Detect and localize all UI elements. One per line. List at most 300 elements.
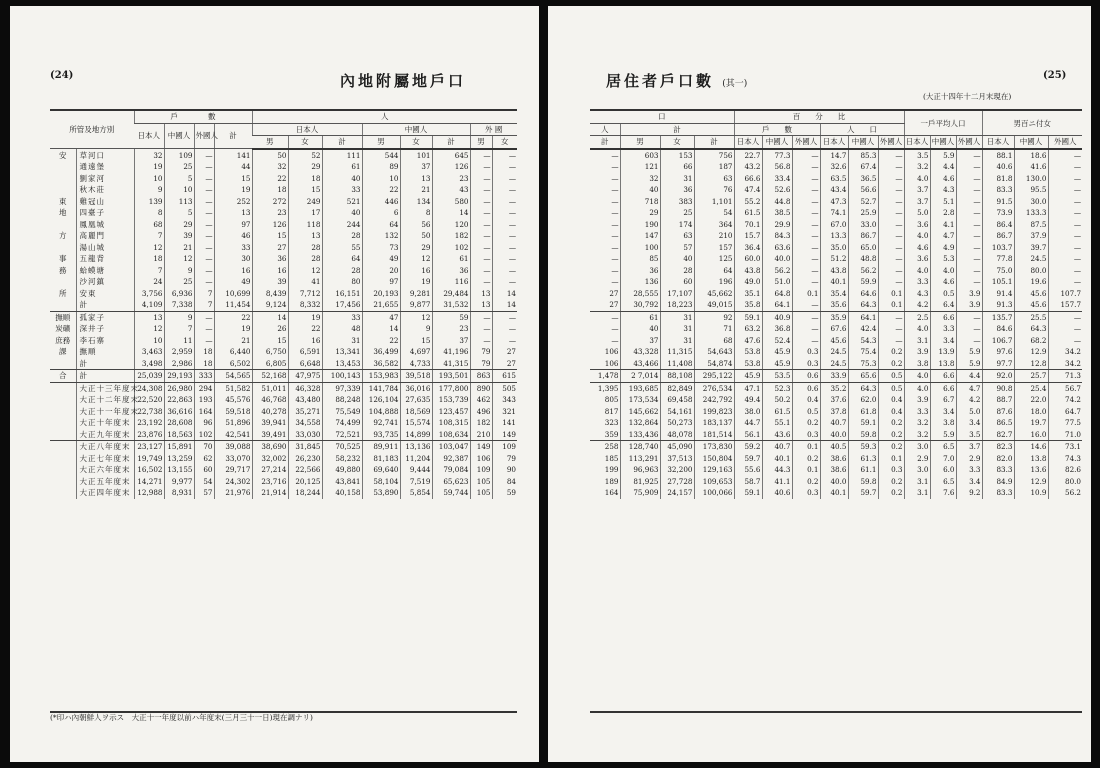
- table-cell: 13,453: [322, 358, 362, 370]
- table-cell: 13: [134, 311, 164, 323]
- table-cell: 13: [288, 230, 322, 242]
- table-cell: 0.1: [878, 288, 904, 300]
- table-cell: —: [878, 184, 904, 196]
- table-cell: 61.1: [848, 464, 878, 476]
- table-cell: —: [492, 149, 517, 162]
- table-cell: 88.1: [982, 149, 1014, 162]
- table-cell: 22: [362, 335, 400, 347]
- table-cell: 40.7: [820, 417, 848, 429]
- table-cell: 21: [400, 184, 432, 196]
- table-cell: 36,499: [362, 346, 400, 358]
- table-cell: 86.7: [848, 230, 878, 242]
- table-cell: 187: [694, 161, 734, 173]
- table-row: [50, 311, 517, 323]
- r-pp-cn: 中國人: [848, 136, 878, 149]
- table-cell: —: [792, 196, 820, 208]
- right-data-table: [590, 111, 1082, 499]
- table-cell: 59.8: [848, 476, 878, 488]
- table-cell: 71.3: [1048, 370, 1082, 383]
- table-cell: 75.3: [848, 358, 878, 370]
- table-cell: 3.4: [930, 335, 956, 347]
- households-header: 戶 數: [134, 111, 252, 123]
- r-ratio-fr: 外國人: [1048, 136, 1082, 149]
- table-cell: —: [492, 161, 517, 173]
- table-cell: 615: [492, 370, 517, 383]
- table-cell: 32: [134, 149, 164, 162]
- table-cell: 177,800: [432, 382, 470, 394]
- table-cell: 82.3: [982, 441, 1014, 453]
- district-name: 大正十年度末: [76, 417, 134, 429]
- table-cell: —: [792, 265, 820, 277]
- table-cell: 24,157: [660, 487, 694, 499]
- table-cell: —: [1048, 173, 1082, 185]
- office-label: [50, 161, 76, 173]
- table-cell: 0.2: [878, 417, 904, 429]
- table-cell: —: [1048, 242, 1082, 254]
- table-cell: 7.6: [930, 487, 956, 499]
- table-cell: —: [878, 265, 904, 277]
- table-cell: 113: [164, 196, 194, 208]
- table-cell: 14: [492, 288, 517, 300]
- table-cell: 863: [470, 370, 492, 383]
- district-name: 大正八年度末: [76, 441, 134, 453]
- table-cell: 132: [362, 230, 400, 242]
- table-cell: 73.1: [1048, 441, 1082, 453]
- table-cell: —: [878, 276, 904, 288]
- table-cell: 74.2: [1048, 394, 1082, 406]
- table-cell: 109,653: [694, 476, 734, 488]
- table-cell: 249: [288, 196, 322, 208]
- table-cell: 3.7: [956, 441, 982, 453]
- table-cell: 6.4: [930, 299, 956, 311]
- table-cell: 2.9: [904, 453, 930, 465]
- table-cell: 4,109: [134, 299, 164, 311]
- table-cell: 9,977: [164, 476, 194, 488]
- table-cell: 45,662: [694, 288, 734, 300]
- district-name: 大正七年度末: [76, 453, 134, 465]
- table-cell: 6,648: [288, 358, 322, 370]
- table-cell: —: [492, 184, 517, 196]
- table-cell: 3.9: [956, 288, 982, 300]
- table-cell: 3.4: [930, 406, 956, 418]
- table-cell: 32,002: [252, 453, 288, 465]
- table-cell: 12: [400, 311, 432, 323]
- table-cell: 50: [400, 230, 432, 242]
- table-cell: 25.9: [848, 207, 878, 219]
- table-cell: 100,143: [322, 370, 362, 383]
- table-cell: 199,823: [694, 406, 734, 418]
- table-cell: —: [878, 242, 904, 254]
- table-cell: —: [1048, 276, 1082, 288]
- district-header: 所管及地方別: [50, 111, 134, 149]
- table-cell: 56: [400, 219, 432, 231]
- table-cell: 34.2: [1048, 346, 1082, 358]
- table-cell: 145,662: [620, 406, 660, 418]
- table-cell: 85.3: [848, 149, 878, 162]
- table-cell: 113,291: [620, 453, 660, 465]
- table-row: [50, 276, 517, 288]
- table-cell: 92,741: [362, 417, 400, 429]
- district-name: 撫順: [76, 346, 134, 358]
- district-name: 大正六年度末: [76, 464, 134, 476]
- table-cell: 41.1: [762, 476, 792, 488]
- table-cell: 43,466: [620, 358, 660, 370]
- table-cell: 64.6: [848, 288, 878, 300]
- table-row: [50, 288, 517, 300]
- table-cell: 109: [492, 441, 517, 453]
- table-cell: 40.1: [820, 487, 848, 499]
- table-cell: 11: [164, 335, 194, 347]
- table-cell: 37.9: [1014, 230, 1048, 242]
- table-cell: 19.6: [1014, 276, 1048, 288]
- table-cell: 157.7: [1048, 299, 1082, 311]
- table-cell: 29: [400, 242, 432, 254]
- table-row: [590, 382, 1082, 394]
- table-cell: 7,712: [288, 288, 322, 300]
- table-cell: 36,016: [400, 382, 432, 394]
- table-cell: 63: [660, 230, 694, 242]
- table-cell: —: [611, 312, 619, 322]
- table-cell: 92.0: [982, 370, 1014, 383]
- table-cell: —: [956, 230, 982, 242]
- table-cell: 22,520: [134, 394, 164, 406]
- table-cell: 33: [322, 184, 362, 196]
- table-cell: 4.3: [904, 288, 930, 300]
- table-cell: 8,439: [252, 288, 288, 300]
- table-cell: 64: [362, 219, 400, 231]
- table-cell: 36: [660, 184, 694, 196]
- table-cell: 126: [432, 161, 470, 173]
- table-cell: 132,864: [620, 417, 660, 429]
- table-cell: 59.9: [848, 276, 878, 288]
- table-cell: 81.8: [982, 173, 1014, 185]
- table-cell: 82.6: [1048, 464, 1082, 476]
- table-cell: —: [194, 253, 214, 265]
- table-cell: 17,107: [660, 288, 694, 300]
- table-cell: 39: [164, 230, 194, 242]
- people-header: 人: [590, 123, 620, 136]
- table-cell: 86.5: [982, 417, 1014, 429]
- table-cell: 73.9: [982, 207, 1014, 219]
- table-cell: —: [956, 253, 982, 265]
- table-cell: 521: [322, 196, 362, 208]
- table-cell: 22: [362, 184, 400, 196]
- table-row: [590, 173, 1082, 185]
- table-cell: —: [194, 196, 214, 208]
- hh-jp-header: 日本人: [134, 123, 164, 149]
- table-cell: 36: [620, 265, 660, 277]
- table-cell: —: [492, 276, 517, 288]
- table-cell: 4,733: [400, 358, 432, 370]
- table-cell: 18: [288, 173, 322, 185]
- table-cell: 15: [214, 173, 252, 185]
- table-cell: —: [194, 230, 214, 242]
- table-cell: 6,591: [288, 346, 322, 358]
- table-cell: 59.2: [734, 441, 762, 453]
- table-cell: 29.9: [762, 219, 792, 231]
- r-hh-jp: 日本人: [734, 136, 762, 149]
- table-cell: 7: [164, 323, 194, 335]
- district-name: 大正九年度末: [76, 429, 134, 441]
- table-cell: 59,744: [432, 487, 470, 499]
- table-cell: 92: [694, 311, 734, 323]
- table-cell: 79: [470, 346, 492, 358]
- table-cell: 37,513: [660, 453, 694, 465]
- table-cell: 193,685: [620, 382, 660, 394]
- office-label: 庶務: [55, 335, 71, 345]
- pop-cn-header: 中國人: [362, 123, 470, 136]
- table-cell: 13: [470, 288, 492, 300]
- r-ratio-cn: 中國人: [1014, 136, 1048, 149]
- table-cell: 16,151: [322, 288, 362, 300]
- table-cell: 0.1: [792, 288, 820, 300]
- table-cell: —: [1048, 161, 1082, 173]
- table-cell: 75,549: [322, 406, 362, 418]
- table-cell: 333: [194, 370, 214, 383]
- table-row: [590, 429, 1082, 441]
- table-cell: 60: [660, 276, 694, 288]
- table-cell: 6: [362, 207, 400, 219]
- table-cell: 21,976: [214, 487, 252, 499]
- table-cell: 0.4: [878, 394, 904, 406]
- table-cell: 4.0: [930, 265, 956, 277]
- pct-people-header: 人 口: [820, 123, 904, 136]
- table-cell: 0.5: [930, 288, 956, 300]
- table-cell: 23: [432, 173, 470, 185]
- table-cell: 87.5: [1014, 219, 1048, 231]
- table-cell: —: [611, 219, 619, 229]
- table-cell: 97: [362, 276, 400, 288]
- table-cell: 101: [400, 149, 432, 162]
- table-cell: 51.0: [762, 276, 792, 288]
- mouth-header: 口: [590, 111, 734, 123]
- office-label: 所: [59, 288, 67, 298]
- table-cell: 46: [214, 230, 252, 242]
- table-cell: 67.6: [820, 323, 848, 335]
- table-cell: —: [792, 335, 820, 347]
- table-cell: 19.7: [1014, 417, 1048, 429]
- table-cell: 43.8: [820, 265, 848, 277]
- table-cell: 25.7: [1014, 370, 1048, 383]
- table-cell: —: [492, 242, 517, 254]
- table-cell: 88,108: [660, 370, 694, 383]
- table-cell: 11,204: [400, 453, 432, 465]
- table-cell: —: [194, 242, 214, 254]
- table-cell: 45,576: [214, 394, 252, 406]
- table-cell: 40.5: [820, 441, 848, 453]
- district-name: 大正十一年度末: [76, 406, 134, 418]
- table-cell: 43: [432, 184, 470, 196]
- table-cell: 52,168: [252, 370, 288, 383]
- table-cell: —: [878, 161, 904, 173]
- r-pp-fr: 外國人: [878, 136, 904, 149]
- table-cell: 2,986: [164, 358, 194, 370]
- district-name: 計: [76, 358, 134, 370]
- table-row: [590, 394, 1082, 406]
- table-cell: —: [194, 219, 214, 231]
- table-cell: —: [792, 323, 820, 335]
- table-cell: —: [470, 265, 492, 277]
- table-cell: 48.8: [848, 253, 878, 265]
- table-cell: 181,514: [694, 429, 734, 441]
- table-cell: —: [1048, 335, 1082, 347]
- table-cell: 56.8: [762, 161, 792, 173]
- table-cell: 121: [620, 161, 660, 173]
- table-cell: —: [611, 324, 619, 334]
- table-cell: 57: [660, 242, 694, 254]
- table-cell: 13,259: [164, 453, 194, 465]
- table-cell: 38.6: [820, 464, 848, 476]
- table-cell: 133,436: [620, 429, 660, 441]
- table-cell: —: [492, 219, 517, 231]
- table-cell: —: [878, 207, 904, 219]
- table-cell: —: [611, 173, 619, 183]
- table-cell: 14: [362, 323, 400, 335]
- table-cell: —: [1048, 184, 1082, 196]
- table-cell: 193,501: [432, 370, 470, 383]
- table-cell: 52.6: [762, 184, 792, 196]
- table-cell: 153,739: [432, 394, 470, 406]
- table-cell: 66.6: [734, 173, 762, 185]
- table-cell: —: [470, 230, 492, 242]
- table-cell: 81,925: [620, 476, 660, 488]
- table-cell: 10: [134, 335, 164, 347]
- population-header: 人: [252, 111, 517, 123]
- table-cell: 53.8: [734, 358, 762, 370]
- table-cell: 4.0: [904, 323, 930, 335]
- table-cell: 135.7: [982, 311, 1014, 323]
- table-cell: 193: [194, 394, 214, 406]
- table-cell: 183,137: [694, 417, 734, 429]
- table-cell: 37: [400, 161, 432, 173]
- table-cell: 16: [288, 335, 322, 347]
- table-cell: 9: [164, 265, 194, 277]
- table-cell: 2 7,014: [620, 370, 660, 383]
- table-cell: 86.7: [982, 230, 1014, 242]
- table-cell: 14.7: [820, 149, 848, 162]
- table-cell: 14: [492, 299, 517, 311]
- table-cell: 45.6: [1014, 288, 1048, 300]
- table-cell: 10: [362, 173, 400, 185]
- table-cell: 26,980: [164, 382, 194, 394]
- table-cell: 3.9: [904, 394, 930, 406]
- table-cell: 102: [194, 429, 214, 441]
- table-cell: 12: [400, 253, 432, 265]
- table-cell: 141: [492, 417, 517, 429]
- table-cell: 40.0: [820, 476, 848, 488]
- table-cell: —: [878, 196, 904, 208]
- table-cell: 16: [400, 265, 432, 277]
- district-name: 大正十二年度末: [76, 394, 134, 406]
- table-cell: 31,845: [288, 441, 322, 453]
- table-cell: 0.2: [878, 429, 904, 441]
- table-cell: 3.3: [904, 406, 930, 418]
- table-cell: 28: [322, 265, 362, 277]
- table-cell: 13: [400, 173, 432, 185]
- table-row: [590, 230, 1082, 242]
- table-cell: —: [470, 161, 492, 173]
- table-cell: 53,890: [362, 487, 400, 499]
- table-cell: —: [611, 335, 619, 345]
- table-cell: —: [611, 277, 619, 287]
- table-cell: —: [492, 196, 517, 208]
- table-cell: —: [1048, 311, 1082, 323]
- table-cell: 0.1: [792, 464, 820, 476]
- table-cell: 10: [134, 173, 164, 185]
- table-cell: 9: [164, 311, 194, 323]
- table-row: [50, 207, 517, 219]
- table-cell: 28,608: [164, 417, 194, 429]
- table-cell: 4.0: [904, 265, 930, 277]
- district-name: 大正五年度末: [76, 476, 134, 488]
- table-cell: —: [792, 149, 820, 162]
- table-cell: 17,456: [322, 299, 362, 311]
- table-cell: 52.4: [762, 335, 792, 347]
- table-cell: 35.2: [820, 382, 848, 394]
- office-label: [50, 394, 76, 406]
- table-cell: 343: [492, 394, 517, 406]
- table-cell: 97.6: [982, 346, 1014, 358]
- table-cell: 56.7: [1048, 382, 1082, 394]
- table-cell: 88,248: [322, 394, 362, 406]
- table-cell: 14,899: [400, 429, 432, 441]
- table-cell: 33.9: [820, 370, 848, 383]
- table-cell: —: [611, 185, 619, 195]
- table-row: [50, 265, 517, 277]
- left-page-number: (24): [50, 70, 74, 81]
- table-cell: 190: [620, 219, 660, 231]
- table-cell: 0.2: [878, 346, 904, 358]
- table-cell: 4.3: [930, 184, 956, 196]
- table-cell: 80: [322, 276, 362, 288]
- table-cell: 32.6: [820, 161, 848, 173]
- table-cell: 0.4: [878, 406, 904, 418]
- table-cell: —: [792, 253, 820, 265]
- table-row: [50, 464, 517, 476]
- office-label: [50, 382, 76, 394]
- table-cell: 17: [288, 207, 322, 219]
- table-cell: 60: [194, 464, 214, 476]
- table-cell: 49.0: [734, 276, 762, 288]
- table-cell: 54,874: [694, 358, 734, 370]
- table-cell: 41.6: [1014, 161, 1048, 173]
- table-row: [590, 276, 1082, 288]
- table-cell: 47.4: [734, 184, 762, 196]
- r-hh-fr: 外國人: [792, 136, 820, 149]
- cn-male-header: 男: [362, 136, 400, 149]
- table-cell: 0.3: [878, 464, 904, 476]
- table-cell: 0.2: [878, 441, 904, 453]
- table-cell: 6.6: [930, 382, 956, 394]
- table-cell: 15.7: [734, 230, 762, 242]
- avg-header: 一戶平均人口: [904, 111, 982, 136]
- table-cell: 52: [288, 149, 322, 162]
- table-cell: 13.3: [820, 230, 848, 242]
- table-cell: 3,756: [134, 288, 164, 300]
- table-cell: 2.8: [930, 207, 956, 219]
- table-cell: 0.2: [878, 487, 904, 499]
- district-name: 孤家子: [76, 311, 134, 323]
- table-cell: —: [492, 207, 517, 219]
- table-row: [50, 441, 517, 453]
- table-cell: 3.2: [904, 417, 930, 429]
- table-cell: 36: [432, 265, 470, 277]
- table-cell: 45,090: [660, 441, 694, 453]
- table-cell: 22: [252, 173, 288, 185]
- table-row: [590, 219, 1082, 231]
- table-cell: 77.5: [1048, 417, 1082, 429]
- right-page-number: (25): [1043, 70, 1067, 81]
